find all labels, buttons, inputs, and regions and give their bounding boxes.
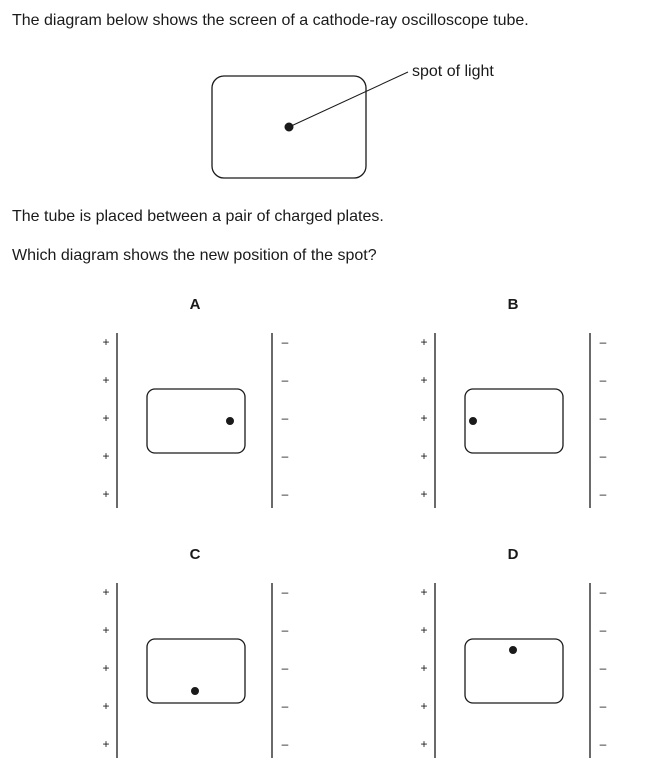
option-b-minus-sign: – [599, 373, 607, 387]
option-a-plus-sign: + [102, 335, 110, 349]
option-c-label: C [189, 546, 201, 563]
option-d-minus-sign: – [599, 661, 607, 675]
option-d-plus-sign: + [420, 699, 428, 713]
option-a-minus-sign: – [281, 373, 289, 387]
option-c-plus-sign: + [102, 585, 110, 599]
option-d-plus-sign: + [420, 623, 428, 637]
option-d-minus-sign: – [599, 623, 607, 637]
option-c-plus-sign: + [102, 661, 110, 675]
option-d-plus-sign: + [420, 737, 428, 751]
option-a-minus-sign: – [281, 411, 289, 425]
option-b-plus-sign: + [420, 411, 428, 425]
option-b-minus-sign: – [599, 335, 607, 349]
option-c-minus-sign: – [281, 661, 289, 675]
option-a-plus-sign: + [102, 411, 110, 425]
option-a-plus-sign: + [102, 373, 110, 387]
option-d-label: D [507, 546, 519, 563]
option-a-label: A [189, 296, 201, 313]
plates-text: The tube is placed between a pair of charged plates. [12, 208, 384, 225]
callout-line [289, 72, 408, 127]
option-d-minus-sign: – [599, 737, 607, 751]
intro-text: The diagram below shows the screen of a cathode-ray oscilloscope tube. [12, 12, 529, 29]
option-a-minus-sign: – [281, 335, 289, 349]
option-b-minus-sign: – [599, 449, 607, 463]
option-d-plus-sign: + [420, 585, 428, 599]
option-b-minus-sign: – [599, 487, 607, 501]
option-b-label: B [507, 296, 519, 313]
option-b-plus-sign: + [420, 487, 428, 501]
option-b-plus-sign: + [420, 449, 428, 463]
option-b-spot [470, 418, 477, 425]
option-d-minus-sign: – [599, 585, 607, 599]
option-a-plus-sign: + [102, 449, 110, 463]
option-c-plus-sign: + [102, 623, 110, 637]
spot-callout-label: spot of light [412, 63, 494, 80]
option-c-spot [192, 688, 199, 695]
option-d-spot [510, 647, 517, 654]
question-text: Which diagram shows the new position of the spot? [12, 247, 377, 264]
option-a-minus-sign: – [281, 487, 289, 501]
option-c-minus-sign: – [281, 737, 289, 751]
option-c-minus-sign: – [281, 699, 289, 713]
option-a-minus-sign: – [281, 449, 289, 463]
option-b-plus-sign: + [420, 335, 428, 349]
option-c-minus-sign: – [281, 585, 289, 599]
option-d-plus-sign: + [420, 661, 428, 675]
option-b-screen [465, 389, 563, 453]
option-c-minus-sign: – [281, 623, 289, 637]
option-a-spot [227, 418, 234, 425]
option-c-plus-sign: + [102, 737, 110, 751]
option-a-plus-sign: + [102, 487, 110, 501]
options-layer [102, 333, 606, 758]
option-b-minus-sign: – [599, 411, 607, 425]
option-b-plus-sign: + [420, 373, 428, 387]
option-c-plus-sign: + [102, 699, 110, 713]
option-d-minus-sign: – [599, 699, 607, 713]
